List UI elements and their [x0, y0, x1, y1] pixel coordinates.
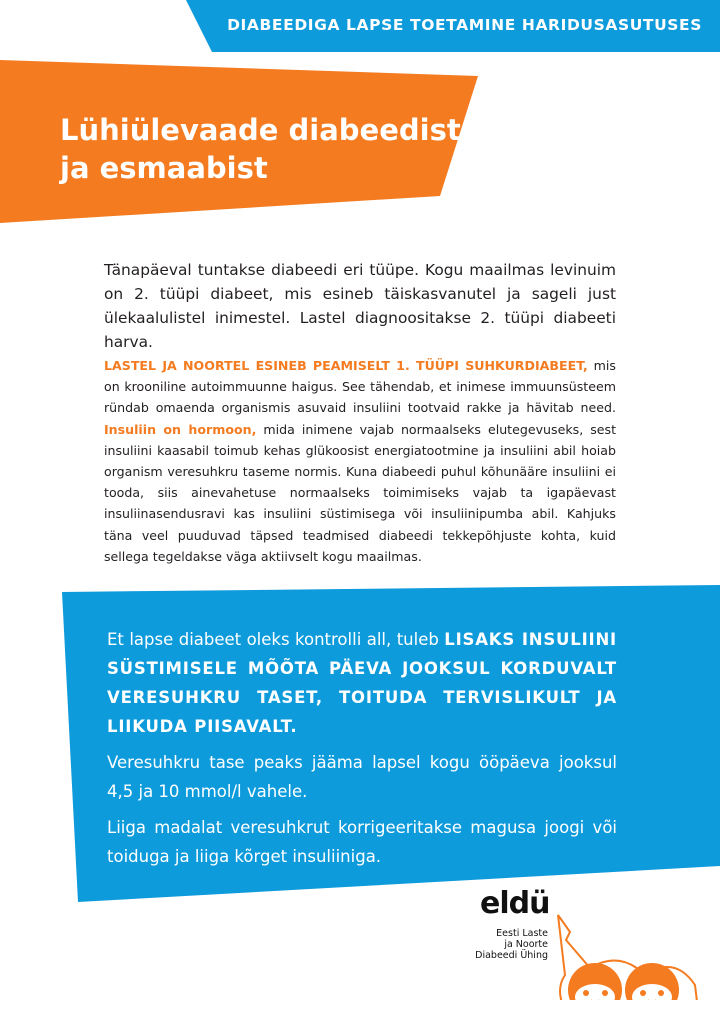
title-line-2: ja esmaabist [60, 151, 268, 185]
logo-line-1: Eesti Laste [496, 928, 548, 939]
logo-line-3: Diabeedi Ühing [475, 950, 548, 961]
highlight-insulin: Insuliin on hormoon, [104, 421, 257, 437]
callout-p1-bold: LISAKS INSULIINI SÜSTIMISELE MÕÕTA PÄEVA JOOKSUL KORDUVALT VERESUHKRU TASET, TOITUDA TERVISLIKULT JA LIIKUDA PIISAVALT. [107, 630, 617, 736]
callout-p2: Veresuhkru tase peaks jääma lapsel kogu ööpäeva jooksul 4,5 ja 10 mmol/l vahele. [107, 753, 617, 801]
body-text-2: mida inimene vajab normaalseks elutegevuseks, sest insuliini kaasabil toimub kehas glükoosist energiatootmine ja insuliini abil hoiab organism veresuhkru taseme normis. Kuna diabeedi puhul kõhunääre insuliini ei tooda, siis ainevahetuse normaalseks toimimiseks vajab ta igapäevast insuliinasendusravi kas insuliini süstimisega või insuliinipumba abil. Kahjuks täna veel puuduvad täpsed teadmised diabeedi tekkepõhjuste kohta, kuid sellega tegeldakse väga aktiivselt kogu maailmas. [104, 421, 617, 564]
kids-faces-logo-icon [470, 880, 710, 1000]
highlight-type1: LASTEL JA NOORTEL ESINEB PEAMISELT 1. TÜÜPI SUHKURDIABEET, [104, 358, 588, 373]
callout-p1 [107, 625, 617, 741]
body-text-1: mis on krooniline autoimmuunne haigus. See tähendab, et inimese immuunsüsteem ründab omaenda organismis asuvaid insuliini tootvaid rakke ja hävitab need. [104, 358, 616, 416]
body-paragraph [104, 355, 616, 567]
header-banner-text: DIABEEDIGA LAPSE TOETAMINE HARIDUSASUTUSES [227, 16, 702, 34]
intro-paragraph: Tänapäeval tuntakse diabeedi eri tüüpe. Kogu maailmas levinuim on 2. tüüpi diabeet, mis esineb täiskasvanutel ja sageli just ülekaalulistel inimestel. Lastel diagnoositakse 2. tüüpi diabeeti harva. [104, 261, 616, 351]
callout-p1-text: Et lapse diabeet oleks kontrolli all, tuleb [107, 630, 445, 649]
page-title [60, 111, 461, 187]
callout-p3: Liiga madalat veresuhkrut korrigeeritakse magusa joogi või toiduga ja liiga kõrget insuliiniga. [107, 818, 617, 866]
logo-line-2: ja Noorte [504, 939, 548, 950]
logo-wordmark: eldü [480, 886, 550, 921]
title-line-1: Lühiülevaade diabeedist [60, 113, 461, 147]
callout-text [107, 625, 617, 878]
